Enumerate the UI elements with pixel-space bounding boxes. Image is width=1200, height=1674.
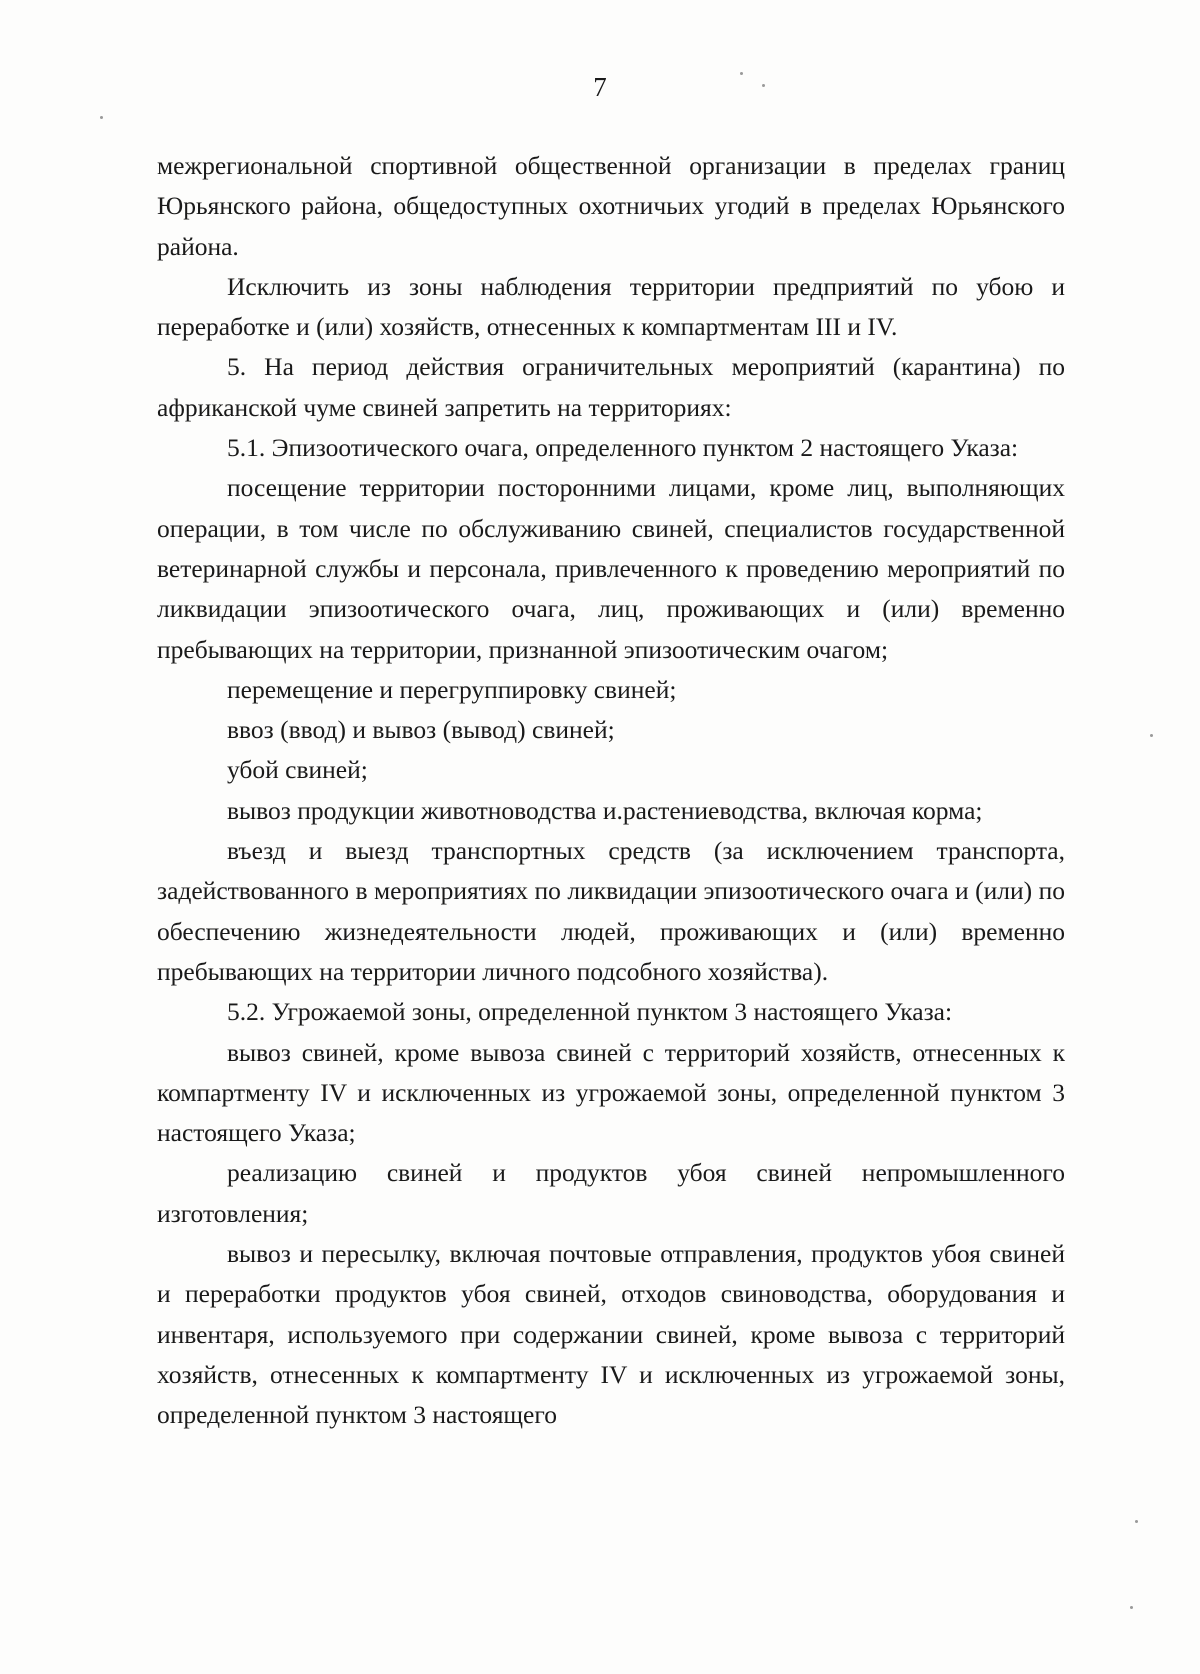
scan-speck: [740, 72, 743, 75]
paragraph-visiting-territory: посещение территории посторонними лицами, кроме лиц, выполняющих операции, в том числе по обслуживанию свиней, специалистов государственной ветеринарной службы и персонала, привлеченного к проведению мероприятий по ликвидации эпизоотического очага, лиц, проживающих и (или) временно пребывающих на территории, признанной эпизоотическим очагом;: [157, 473, 1065, 664]
paragraph-item-5-2: 5.2. Угрожаемой зоны, определенной пунктом 3 настоящего Указа:: [227, 997, 953, 1027]
page-number: 7: [593, 72, 607, 102]
paragraph-import-export: ввоз (ввод) и вывоз (вывод) свиней;: [227, 715, 615, 745]
paragraph-slaughter: убой свиней;: [227, 755, 368, 785]
paragraph-export-produce: вывоз продукции животноводства и.растениеводства, включая корма;: [227, 795, 983, 825]
paragraph-sale-products: реализацию свиней и продуктов убоя свиней непромышленного изготовления;: [157, 1158, 1065, 1228]
paragraph-regrouping: перемещение и перегруппировку свиней;: [227, 674, 677, 704]
paragraph-vehicles: въезд и выезд транспортных средств (за исключением транспорта, задействованного в мероприятиях по ликвидации эпизоотического очага и (или) по обеспечению жизнедеятельности людей, проживающих и (или) временно пребывающих на территории личного подсобного хозяйства).: [157, 836, 1065, 986]
document-body: [157, 146, 1065, 1436]
paragraph-item-5-1: 5.1. Эпизоотического очага, определенного пунктом 2 настоящего Указа:: [227, 433, 1019, 463]
paragraph-export-pigs: вывоз свиней, кроме вывоза свиней с территорий хозяйств, отнесенных к компартменту IV и исключенных из угрожаемой зоны, определенной пунктом 3 настоящего Указа;: [157, 1037, 1065, 1148]
scan-speck: [762, 84, 765, 87]
paragraph-export-shipping: вывоз и пересылку, включая почтовые отправления, продуктов убоя свиней и переработки продуктов убоя свиней, отходов свиноводства, оборудования и инвентаря, используемого при содержании свиней, кроме вывоза с территорий хозяйств, отнесенных к компартменту IV и исключенных из угрожаемой зоны, определенной пунктом 3 настоящего: [157, 1239, 1065, 1430]
paragraph-exclude-observation-zone: Исключить из зоны наблюдения территории предприятий по убою и переработке и (или) хозяйств, отнесенных к компартментам III и IV.: [157, 271, 1065, 342]
scan-speck: [100, 116, 103, 119]
scan-speck: [1150, 734, 1153, 737]
paragraph-continuation: межрегиональной спортивной общественной организации в пределах границ Юрьянского района, общедоступных охотничьих угодий в пределах Юрьянского района.: [157, 151, 1065, 261]
scan-speck: [1130, 1606, 1133, 1609]
paragraph-item-5: 5. На период действия ограничительных мероприятий (карантина) по африканской чуме свиней запретить на территориях:: [157, 352, 1065, 422]
scan-speck: [1135, 1520, 1138, 1523]
